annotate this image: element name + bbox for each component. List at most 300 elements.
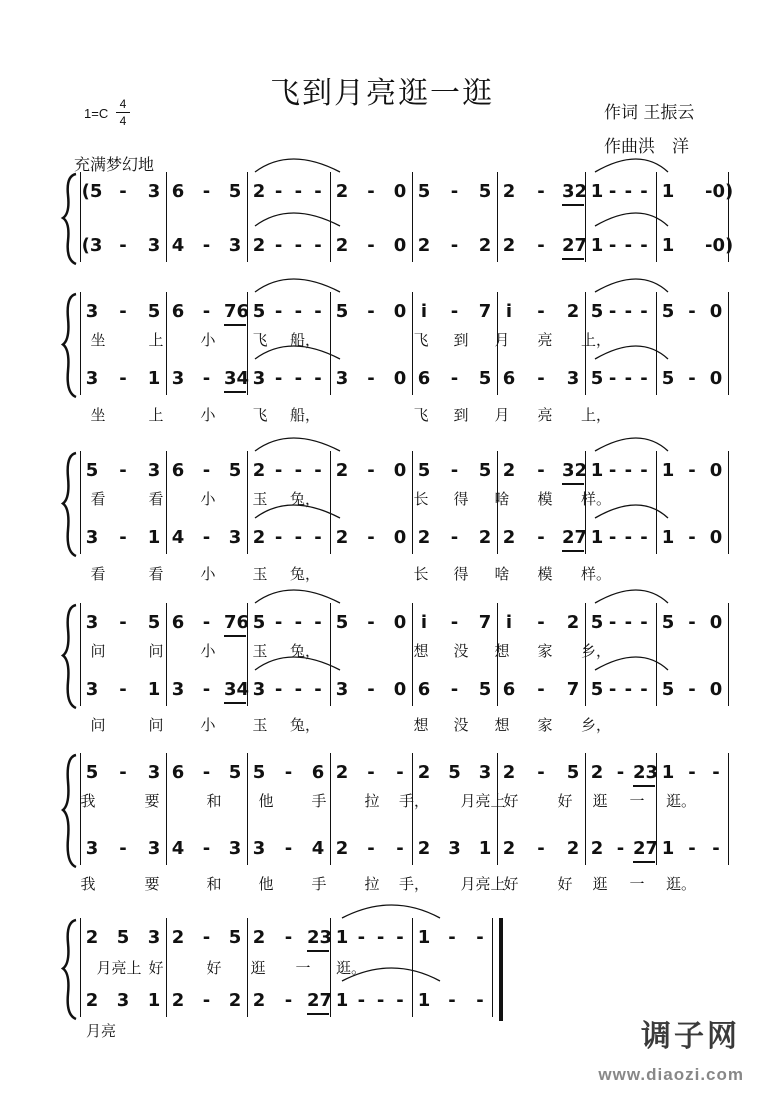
note: - bbox=[608, 527, 617, 548]
lyric-syllable: 家 bbox=[537, 642, 553, 660]
note: - bbox=[450, 460, 459, 481]
note: - bbox=[688, 612, 696, 633]
note: - bbox=[314, 460, 322, 481]
note: 76 bbox=[224, 301, 250, 322]
note: 1 bbox=[661, 460, 675, 481]
note: 2 bbox=[417, 762, 431, 783]
lyric-syllable: 他 bbox=[258, 792, 274, 810]
note: 5 bbox=[228, 927, 242, 948]
lyric-syllable: 样。 bbox=[581, 490, 612, 508]
note: 2 bbox=[335, 235, 349, 256]
lyric-syllable: 好 bbox=[557, 792, 573, 810]
note: 5 bbox=[252, 762, 266, 783]
note: 3 bbox=[147, 181, 161, 202]
note: 2 bbox=[252, 927, 266, 948]
lyric-syllable: 船， bbox=[290, 331, 321, 349]
note: - bbox=[450, 612, 459, 633]
lyric-syllable: 啥 bbox=[494, 490, 510, 508]
note: - bbox=[119, 235, 127, 256]
lyric-syllable: 玉 bbox=[252, 642, 268, 660]
note: - bbox=[314, 368, 322, 389]
lyric-syllable: 月 bbox=[494, 406, 510, 424]
note: 0 bbox=[393, 612, 407, 633]
lyric-syllable: 他 bbox=[258, 875, 274, 893]
note: 2 bbox=[335, 838, 349, 859]
note: - bbox=[119, 368, 127, 389]
note: 0 bbox=[709, 460, 723, 481]
note: 3 bbox=[478, 762, 492, 783]
note: - bbox=[357, 927, 366, 948]
note: 5 bbox=[417, 460, 431, 481]
note: - bbox=[624, 301, 633, 322]
lyric-syllable: 我 bbox=[80, 875, 96, 893]
note: 2 bbox=[502, 527, 516, 548]
lyric-syllable: 手， bbox=[399, 875, 430, 893]
note: 2 bbox=[502, 460, 516, 481]
note: - bbox=[274, 235, 283, 256]
lyric-syllable: 想 bbox=[413, 716, 429, 734]
lyric-syllable: 问 bbox=[148, 716, 164, 734]
note: - bbox=[119, 460, 127, 481]
note: - bbox=[450, 368, 459, 389]
note: 2 bbox=[252, 235, 266, 256]
note: - bbox=[624, 612, 633, 633]
note: - bbox=[712, 838, 720, 859]
note: 3 bbox=[252, 679, 266, 700]
note: 4 bbox=[171, 235, 185, 256]
note: 5 bbox=[85, 762, 99, 783]
note: - bbox=[202, 679, 211, 700]
note: 2 bbox=[252, 527, 266, 548]
note: 2 bbox=[252, 181, 266, 202]
note: 5 bbox=[661, 368, 675, 389]
note: - bbox=[294, 235, 303, 256]
note: 2 bbox=[502, 838, 516, 859]
lyric-syllable: 小 bbox=[200, 490, 216, 508]
note: 4 bbox=[311, 838, 325, 859]
note: 3 bbox=[171, 679, 185, 700]
lyric-syllable: 好 bbox=[503, 875, 519, 893]
note: - bbox=[367, 679, 375, 700]
note: 1 bbox=[147, 990, 161, 1011]
lyric-syllable: 兔， bbox=[290, 565, 321, 583]
note: - bbox=[624, 527, 633, 548]
note: - bbox=[450, 181, 459, 202]
note: - bbox=[537, 527, 545, 548]
note: 1 bbox=[147, 368, 161, 389]
note: 2 bbox=[335, 762, 349, 783]
note: - bbox=[294, 460, 303, 481]
lyric-syllable: 得 bbox=[453, 565, 469, 583]
lyric-syllable: 样。 bbox=[581, 565, 612, 583]
note: 3 bbox=[171, 368, 185, 389]
note: - bbox=[367, 838, 375, 859]
note: 5 bbox=[228, 460, 242, 481]
watermark-url: www.diaozi.com bbox=[598, 1065, 744, 1084]
note: - bbox=[640, 460, 648, 481]
note: - bbox=[608, 460, 617, 481]
note: 2 bbox=[252, 990, 266, 1011]
note: 3 bbox=[147, 927, 161, 948]
lyric-syllable: 上 bbox=[148, 331, 164, 349]
lyric-syllable: 看 bbox=[90, 490, 106, 508]
note: 3 bbox=[252, 838, 266, 859]
note: - bbox=[450, 235, 459, 256]
note: - bbox=[294, 612, 303, 633]
note: 2 bbox=[478, 527, 492, 548]
note: - bbox=[537, 460, 545, 481]
note: 7 bbox=[478, 301, 492, 322]
note: 2 bbox=[335, 181, 349, 202]
note: - bbox=[119, 838, 127, 859]
note: 5 bbox=[478, 181, 492, 202]
note: 3 bbox=[85, 838, 99, 859]
lyric-syllable: 和 bbox=[206, 792, 222, 810]
lyric-syllable: 乡， bbox=[581, 642, 612, 660]
lyric-syllable: 逛。 bbox=[336, 959, 367, 977]
note: 4 bbox=[171, 527, 185, 548]
note: - bbox=[448, 927, 456, 948]
note: 5 bbox=[147, 612, 161, 633]
lyric-syllable: 和 bbox=[206, 875, 222, 893]
lyricist-credit: 作词 王振云 bbox=[604, 103, 695, 123]
lyric-syllable: 拉 bbox=[364, 792, 380, 810]
note: 1 bbox=[661, 181, 675, 202]
lyric-syllable: 长 bbox=[413, 490, 429, 508]
note: - bbox=[616, 838, 625, 859]
note: 1 bbox=[147, 527, 161, 548]
note: 3 bbox=[116, 990, 130, 1011]
note: - bbox=[608, 368, 617, 389]
lyric-syllable: 逛 bbox=[250, 959, 266, 977]
note: 3 bbox=[85, 527, 99, 548]
note: 23 bbox=[633, 762, 659, 783]
note: 1 bbox=[417, 927, 431, 948]
lyric-syllable: 小 bbox=[200, 642, 216, 660]
note: 0 bbox=[709, 679, 723, 700]
note: 3 bbox=[85, 301, 99, 322]
note: - bbox=[640, 235, 648, 256]
note: - bbox=[640, 181, 648, 202]
note: 2 bbox=[417, 235, 431, 256]
note: (3 bbox=[81, 235, 103, 256]
note: 5 bbox=[478, 460, 492, 481]
note: - bbox=[284, 838, 293, 859]
lyric-syllable: 手， bbox=[399, 792, 430, 810]
note: 76 bbox=[224, 612, 250, 633]
lyric-syllable: 没 bbox=[453, 642, 469, 660]
note: 2 bbox=[478, 235, 492, 256]
note: 1 bbox=[417, 990, 431, 1011]
note: i bbox=[505, 301, 513, 322]
note: - bbox=[202, 368, 211, 389]
note: 5 bbox=[417, 181, 431, 202]
note: 5 bbox=[478, 368, 492, 389]
note: 2 bbox=[417, 527, 431, 548]
note: 3 bbox=[252, 368, 266, 389]
note: 5 bbox=[252, 301, 266, 322]
note: 0 bbox=[393, 460, 407, 481]
note: 2 bbox=[417, 838, 431, 859]
lyric-syllable: 飞 bbox=[252, 406, 268, 424]
lyric-syllable: 家 bbox=[537, 716, 553, 734]
note: 3 bbox=[147, 762, 161, 783]
lyric-syllable: 兔， bbox=[290, 716, 321, 734]
lyric-syllable: 得 bbox=[453, 490, 469, 508]
lyric-syllable: 月亮上 bbox=[460, 792, 506, 810]
lyric-syllable: 到 bbox=[453, 406, 469, 424]
note: - bbox=[119, 762, 127, 783]
note: - bbox=[314, 235, 322, 256]
note: 6 bbox=[171, 181, 185, 202]
note: - bbox=[202, 181, 211, 202]
note: - bbox=[119, 612, 127, 633]
note: 1 bbox=[335, 990, 349, 1011]
note: 5 bbox=[590, 679, 604, 700]
note: - bbox=[688, 762, 696, 783]
note: 1 bbox=[661, 527, 675, 548]
lyric-syllable: 乡， bbox=[581, 716, 612, 734]
note: - bbox=[640, 612, 648, 633]
note: 5 bbox=[228, 181, 242, 202]
note: 5 bbox=[478, 679, 492, 700]
note: - bbox=[202, 927, 211, 948]
note: 6 bbox=[417, 368, 431, 389]
expression-mark: 充满梦幻地 bbox=[74, 155, 155, 174]
note: 6 bbox=[171, 762, 185, 783]
note: 4 bbox=[171, 838, 185, 859]
lyric-syllable: 没 bbox=[453, 716, 469, 734]
lyric-syllable: 到 bbox=[453, 331, 469, 349]
note: - bbox=[537, 762, 545, 783]
note: 2 bbox=[502, 181, 516, 202]
key-signature: 1=C bbox=[84, 106, 109, 121]
note: 2 bbox=[171, 927, 185, 948]
note: - bbox=[294, 527, 303, 548]
watermark-site: 调子网 bbox=[641, 1019, 740, 1054]
lyric-syllable: 要 bbox=[144, 792, 160, 810]
note: - bbox=[202, 235, 211, 256]
note: - bbox=[688, 460, 696, 481]
note: 5 bbox=[116, 927, 130, 948]
note: - bbox=[396, 838, 404, 859]
note: 5 bbox=[252, 612, 266, 633]
lyric-syllable: 好 bbox=[148, 959, 164, 977]
note: 3 bbox=[85, 368, 99, 389]
note: 2 bbox=[171, 990, 185, 1011]
note: -0) bbox=[705, 181, 734, 202]
note: - bbox=[202, 527, 211, 548]
lyric-syllable: 飞 bbox=[252, 331, 268, 349]
tie-arc bbox=[342, 905, 440, 918]
note: 0 bbox=[393, 368, 407, 389]
note: - bbox=[396, 927, 404, 948]
lyric-syllable: 上， bbox=[581, 406, 612, 424]
note: 2 bbox=[566, 838, 580, 859]
note: - bbox=[357, 990, 366, 1011]
note: - bbox=[367, 460, 375, 481]
note: 0 bbox=[393, 181, 407, 202]
note: - bbox=[688, 301, 696, 322]
note: 7 bbox=[566, 679, 580, 700]
lyric-syllable: 小 bbox=[200, 331, 216, 349]
lyric-syllable: 月亮上 bbox=[460, 875, 506, 893]
note: 1 bbox=[147, 679, 161, 700]
note: - bbox=[624, 235, 633, 256]
note: 3 bbox=[147, 235, 161, 256]
note: - bbox=[476, 927, 484, 948]
lyric-syllable: 小 bbox=[200, 716, 216, 734]
tie-arc bbox=[342, 968, 440, 981]
note: 0 bbox=[393, 527, 407, 548]
lyric-syllable: 问 bbox=[90, 642, 106, 660]
lyric-syllable: 小 bbox=[200, 565, 216, 583]
note: 1 bbox=[590, 460, 604, 481]
note: - bbox=[274, 679, 283, 700]
note: 5 bbox=[335, 301, 349, 322]
note: 1 bbox=[590, 235, 604, 256]
lyric-syllable: 啥 bbox=[494, 565, 510, 583]
note: - bbox=[608, 612, 617, 633]
note: - bbox=[202, 762, 211, 783]
lyric-syllable: 想 bbox=[413, 642, 429, 660]
lyric-syllable: 兔， bbox=[290, 642, 321, 660]
note: - bbox=[537, 838, 545, 859]
lyric-syllable: 飞 bbox=[413, 406, 429, 424]
note: - bbox=[640, 679, 648, 700]
lyric-syllable: 小 bbox=[200, 406, 216, 424]
note: - bbox=[119, 527, 127, 548]
note: 0 bbox=[709, 612, 723, 633]
note: - bbox=[367, 301, 375, 322]
note: - bbox=[367, 612, 375, 633]
note: 3 bbox=[566, 368, 580, 389]
note: 3 bbox=[85, 612, 99, 633]
note: 6 bbox=[171, 612, 185, 633]
note: 2 bbox=[502, 235, 516, 256]
note: 6 bbox=[171, 460, 185, 481]
note: - bbox=[274, 527, 283, 548]
note: 23 bbox=[307, 927, 333, 948]
lyric-syllable: 船， bbox=[290, 406, 321, 424]
note: 0 bbox=[709, 301, 723, 322]
lyric-syllable: 看 bbox=[148, 490, 164, 508]
lyric-syllable: 问 bbox=[148, 642, 164, 660]
note: 1 bbox=[335, 927, 349, 948]
note: - bbox=[616, 762, 625, 783]
note: 3 bbox=[228, 838, 242, 859]
note: - bbox=[274, 368, 283, 389]
note: 2 bbox=[566, 612, 580, 633]
note: - bbox=[376, 990, 385, 1011]
note: - bbox=[367, 527, 375, 548]
note: 3 bbox=[228, 235, 242, 256]
note: 1 bbox=[661, 762, 675, 783]
note: 2 bbox=[85, 927, 99, 948]
lyric-syllable: 想 bbox=[494, 642, 510, 660]
song-title: 飞到月亮逛一逛 bbox=[270, 76, 494, 111]
note: - bbox=[537, 235, 545, 256]
note: - bbox=[624, 460, 633, 481]
note: - bbox=[294, 368, 303, 389]
note: 3 bbox=[147, 838, 161, 859]
note: 27 bbox=[307, 990, 333, 1011]
lyric-syllable: 坐 bbox=[90, 331, 106, 349]
lyric-syllable: 看 bbox=[90, 565, 106, 583]
note: 32 bbox=[562, 460, 588, 481]
note: - bbox=[396, 762, 404, 783]
note: 2 bbox=[335, 527, 349, 548]
note: - bbox=[367, 368, 375, 389]
note: 3 bbox=[335, 679, 349, 700]
lyric-syllable: 长 bbox=[413, 565, 429, 583]
note: 2 bbox=[252, 460, 266, 481]
note: - bbox=[314, 181, 322, 202]
note: - bbox=[608, 679, 617, 700]
note: - bbox=[624, 181, 633, 202]
lyric-syllable: 亮 bbox=[537, 406, 553, 424]
lyric-syllable: 逛。 bbox=[666, 792, 697, 810]
lyric-syllable: 想 bbox=[494, 716, 510, 734]
note: - bbox=[537, 612, 545, 633]
note: 34 bbox=[224, 368, 250, 389]
note: 27 bbox=[562, 527, 588, 548]
note: - bbox=[688, 838, 696, 859]
note: 2 bbox=[85, 990, 99, 1011]
note: 0 bbox=[393, 235, 407, 256]
note: - bbox=[537, 181, 545, 202]
lyric-syllable: 模 bbox=[537, 565, 553, 583]
note: - bbox=[119, 301, 127, 322]
note: - bbox=[202, 301, 211, 322]
note: - bbox=[314, 301, 322, 322]
note: -0) bbox=[705, 235, 734, 256]
lyric-syllable: 一 bbox=[295, 959, 311, 977]
note: - bbox=[202, 838, 211, 859]
note: - bbox=[314, 679, 322, 700]
note: - bbox=[284, 762, 293, 783]
note: - bbox=[624, 679, 633, 700]
time-signature-bottom: 4 bbox=[119, 114, 127, 128]
note: - bbox=[450, 301, 459, 322]
note: 6 bbox=[502, 679, 516, 700]
lyric-syllable: 逛 bbox=[592, 792, 608, 810]
note: - bbox=[688, 679, 696, 700]
note: 6 bbox=[417, 679, 431, 700]
note: - bbox=[274, 612, 283, 633]
note: - bbox=[640, 368, 648, 389]
note: 1 bbox=[590, 181, 604, 202]
note: 5 bbox=[590, 612, 604, 633]
note: i bbox=[505, 612, 513, 633]
note: - bbox=[202, 612, 211, 633]
note: - bbox=[537, 301, 545, 322]
note: (5 bbox=[81, 181, 103, 202]
lyric-syllable: 月亮 bbox=[86, 1022, 117, 1040]
note: - bbox=[119, 679, 127, 700]
note: 2 bbox=[502, 762, 516, 783]
note: 5 bbox=[566, 762, 580, 783]
note: - bbox=[274, 181, 283, 202]
lyric-syllable: 一 bbox=[629, 875, 645, 893]
lyric-syllable: 上 bbox=[148, 406, 164, 424]
lyric-syllable: 飞 bbox=[413, 331, 429, 349]
note: - bbox=[294, 181, 303, 202]
note: - bbox=[274, 301, 283, 322]
note: 5 bbox=[147, 301, 161, 322]
note: - bbox=[314, 527, 322, 548]
time-signature-top: 4 bbox=[119, 97, 127, 111]
